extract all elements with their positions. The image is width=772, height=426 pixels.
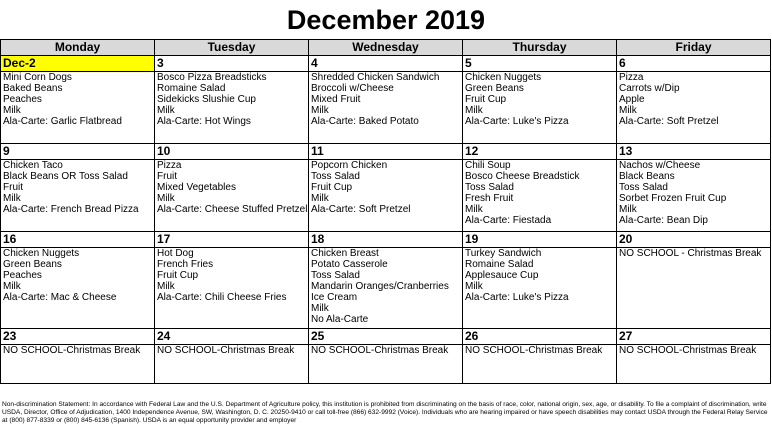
day-menu-wednesday	[309, 160, 463, 232]
menu-item: Ala-Carte: French Bread Pizza	[3, 204, 139, 215]
menu-row-week-4	[1, 345, 771, 384]
menu-item: NO SCHOOL - Christmas Break	[619, 248, 762, 259]
menu-item: Applesauce Cup	[465, 270, 539, 281]
day-date-thursday: 26	[463, 329, 617, 345]
day-menu-thursday	[463, 160, 617, 232]
day-menu-tuesday	[155, 345, 309, 384]
menu-item: Milk	[157, 193, 175, 204]
menu-row-week-1	[1, 72, 771, 144]
menu-item: Fruit Cup	[311, 182, 353, 193]
menu-item: Milk	[465, 204, 483, 215]
day-menu-wednesday	[309, 345, 463, 384]
day-menu-friday	[617, 345, 771, 384]
menu-item: Milk	[465, 105, 483, 116]
day-date-thursday: 12	[463, 144, 617, 160]
menu-item: Ala-Carte: Cheese Stuffed Pretzel	[157, 204, 308, 215]
menu-item: Milk	[3, 281, 21, 292]
weekday-header-row	[1, 40, 771, 56]
day-menu-tuesday	[155, 248, 309, 329]
menu-item: Ala-Carte: Luke's Pizza	[465, 292, 569, 303]
calendar-title: December 2019	[286, 5, 486, 35]
menu-item: Mandarin Oranges/Cranberries	[311, 281, 449, 292]
menu-item: Bosco Cheese Breadstick	[465, 171, 580, 182]
day-date-monday: Dec-2	[1, 56, 155, 72]
day-menu-friday	[617, 160, 771, 232]
menu-row-week-2	[1, 160, 771, 232]
weekday-header-monday: Monday	[1, 40, 155, 56]
menu-item: Romaine Salad	[465, 259, 534, 270]
menu-item: Chicken Breast	[311, 248, 379, 259]
menu-item: Sidekicks Slushie Cup	[157, 94, 256, 105]
day-date-thursday: 19	[463, 232, 617, 248]
day-date-tuesday: 17	[155, 232, 309, 248]
day-date-wednesday: 11	[309, 144, 463, 160]
day-menu-wednesday	[309, 248, 463, 329]
menu-item: NO SCHOOL-Christmas Break	[3, 345, 141, 356]
menu-item: Bosco Pizza Breadsticks	[157, 72, 267, 83]
menu-item: Nachos w/Cheese	[619, 160, 701, 171]
date-row-week-3	[1, 232, 771, 248]
day-date-monday: 9	[1, 144, 155, 160]
menu-item: Ala-Carte: Soft Pretzel	[619, 116, 719, 127]
day-date-monday: 16	[1, 232, 155, 248]
menu-item: Mixed Fruit	[311, 94, 361, 105]
day-date-tuesday: 3	[155, 56, 309, 72]
menu-item: Ice Cream	[311, 292, 358, 303]
menu-item: Fruit Cup	[157, 270, 199, 281]
day-date-tuesday: 10	[155, 144, 309, 160]
menu-item: Toss Salad	[619, 182, 668, 193]
menu-item: No Ala-Carte	[311, 314, 369, 325]
menu-item: Chicken Nuggets	[465, 72, 542, 83]
menu-item: Ala-Carte: Luke's Pizza	[465, 116, 569, 127]
menu-item: Peaches	[3, 94, 42, 105]
day-date-wednesday: 4	[309, 56, 463, 72]
day-menu-monday	[1, 345, 155, 384]
menu-item: Milk	[465, 281, 483, 292]
menu-item: Mini Corn Dogs	[3, 72, 72, 83]
date-row-week-2	[1, 144, 771, 160]
day-date-thursday: 5	[463, 56, 617, 72]
menu-item: Milk	[311, 193, 329, 204]
menu-item: Pizza	[619, 72, 644, 83]
weekday-header-tuesday: Tuesday	[155, 40, 309, 56]
menu-item: Ala-Carte: Hot Wings	[157, 116, 251, 127]
menu-item: Romaine Salad	[157, 83, 226, 94]
menu-item: Broccoli w/Cheese	[311, 83, 394, 94]
day-date-tuesday: 24	[155, 329, 309, 345]
menu-item: Ala-Carte: Baked Potato	[311, 116, 419, 127]
menu-item: Milk	[619, 105, 637, 116]
menu-item: Chili Soup	[465, 160, 511, 171]
menu-item: NO SCHOOL-Christmas Break	[157, 345, 295, 356]
day-menu-wednesday	[309, 72, 463, 144]
day-menu-monday	[1, 160, 155, 232]
menu-item: NO SCHOOL-Christmas Break	[311, 345, 449, 356]
menu-item: Fruit	[3, 182, 23, 193]
day-menu-friday	[617, 72, 771, 144]
menu-item: NO SCHOOL-Christmas Break	[465, 345, 603, 356]
menu-item: Toss Salad	[311, 171, 360, 182]
day-menu-friday	[617, 248, 771, 329]
menu-calendar	[0, 39, 771, 384]
menu-item: Black Beans OR Toss Salad	[3, 171, 128, 182]
menu-item: Hot Dog	[157, 248, 194, 259]
menu-item: NO SCHOOL-Christmas Break	[619, 345, 757, 356]
weekday-header-thursday: Thursday	[463, 40, 617, 56]
menu-item: Green Beans	[3, 259, 62, 270]
menu-item: Black Beans	[619, 171, 675, 182]
day-date-friday: 6	[617, 56, 771, 72]
menu-item: Milk	[619, 204, 637, 215]
menu-item: Shredded Chicken Sandwich	[311, 72, 440, 83]
menu-item: Fresh Fruit	[465, 193, 514, 204]
menu-item: Turkey Sandwich	[465, 248, 542, 259]
day-date-friday: 13	[617, 144, 771, 160]
menu-item: Ala-Carte: Mac & Cheese	[3, 292, 117, 303]
menu-item: Milk	[3, 105, 21, 116]
day-menu-tuesday	[155, 72, 309, 144]
menu-item: Ala-Carte: Garlic Flatbread	[3, 116, 122, 127]
day-menu-tuesday	[155, 160, 309, 232]
day-menu-monday	[1, 248, 155, 329]
menu-item: Ala-Carte: Chili Cheese Fries	[157, 292, 287, 303]
day-menu-thursday	[463, 248, 617, 329]
menu-item: Peaches	[3, 270, 42, 281]
menu-item: Popcorn Chicken	[311, 160, 388, 171]
menu-item: Fruit	[157, 171, 177, 182]
weekday-header-friday: Friday	[617, 40, 771, 56]
menu-item: Apple	[619, 94, 645, 105]
menu-item: Fruit Cup	[465, 94, 507, 105]
menu-item: Baked Beans	[3, 83, 63, 94]
date-row-week-1	[1, 56, 771, 72]
menu-item: Toss Salad	[465, 182, 514, 193]
menu-item: Ala-Carte: Fiestada	[465, 215, 552, 226]
menu-item: Toss Salad	[311, 270, 360, 281]
day-date-wednesday: 25	[309, 329, 463, 345]
menu-item: Milk	[311, 303, 329, 314]
day-date-wednesday: 18	[309, 232, 463, 248]
menu-item: Ala-Carte: Soft Pretzel	[311, 204, 411, 215]
menu-item: Milk	[157, 105, 175, 116]
menu-item: Sorbet Frozen Fruit Cup	[619, 193, 727, 204]
menu-item: Milk	[157, 281, 175, 292]
menu-item: Milk	[3, 193, 21, 204]
day-date-monday: 23	[1, 329, 155, 345]
non-discrimination-statement: Non-discrimination Statement: In accordance with Federal Law and the U.S. Department of Agriculture policy, this institution is prohibited from discriminating on the basis of race, color, national origin, sex, age, or disability. To file a complaint of discrimination, write USDA, Director, Office of Adjudication, 1400 Independence Avenue, SW, Washington, D. C. 20250-9410 or call toll-free (866) 632-9992 (Voice). Individuals who are hearing impaired or have speech disabilities may contact USDA through the Federal Relay Service at (800) 877-8339 or (800) 845-6136 (Spanish). USDA is an equal opportunity provider and employer	[2, 401, 768, 424]
menu-item: Green Beans	[465, 83, 524, 94]
menu-item: French Fries	[157, 259, 214, 270]
menu-item: Carrots w/Dip	[619, 83, 680, 94]
date-row-week-4	[1, 329, 771, 345]
day-menu-monday	[1, 72, 155, 144]
menu-item: Chicken Nuggets	[3, 248, 80, 259]
menu-row-week-3	[1, 248, 771, 329]
menu-item: Milk	[311, 105, 329, 116]
menu-item: Potato Casserole	[311, 259, 388, 270]
day-menu-thursday	[463, 345, 617, 384]
menu-item: Mixed Vegetables	[157, 182, 236, 193]
menu-item: Pizza	[157, 160, 182, 171]
menu-item: Ala-Carte: Bean Dip	[619, 215, 708, 226]
day-menu-thursday	[463, 72, 617, 144]
day-date-friday: 27	[617, 329, 771, 345]
day-date-friday: 20	[617, 232, 771, 248]
menu-item: Chicken Taco	[3, 160, 63, 171]
weekday-header-wednesday: Wednesday	[309, 40, 463, 56]
